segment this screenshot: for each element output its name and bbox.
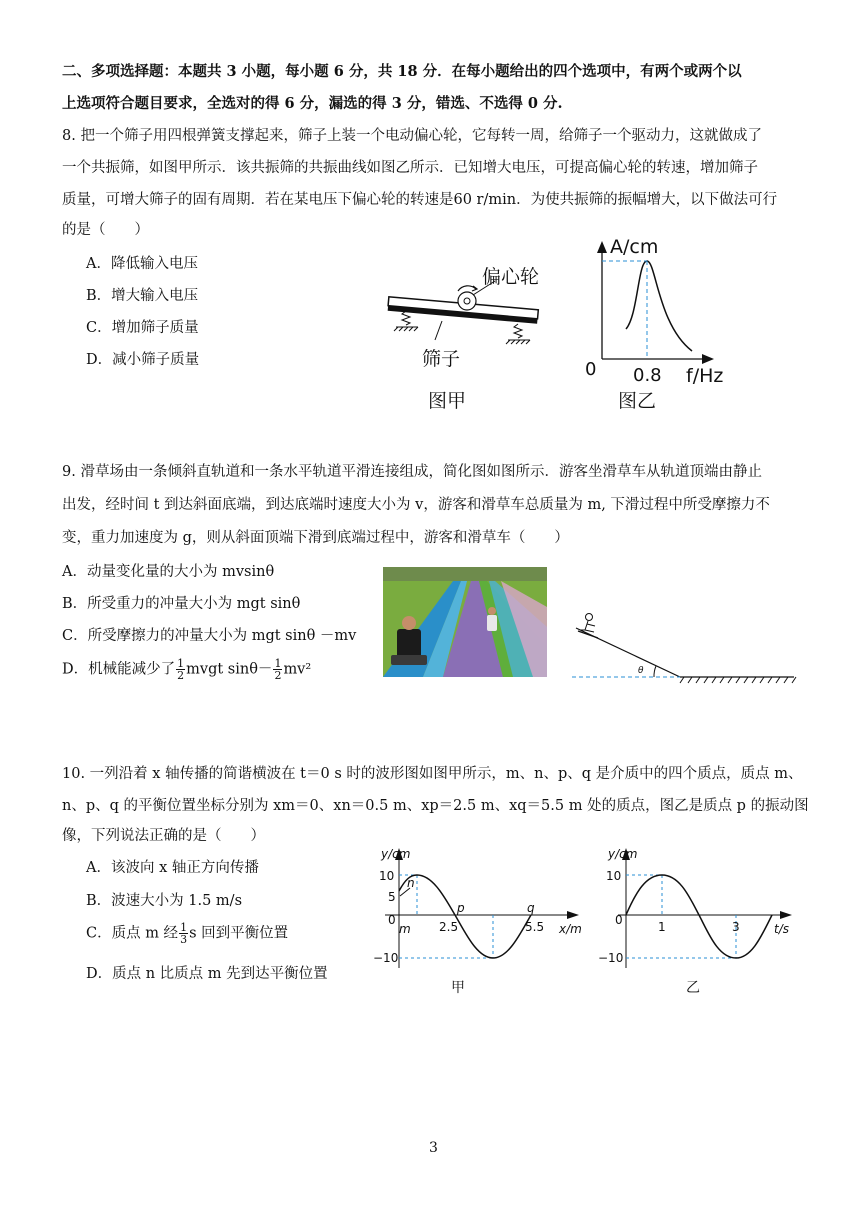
vib-yi-origin: 0 xyxy=(615,913,623,927)
fig-jia-caption: 图甲 xyxy=(428,390,467,412)
q9-option-d-fraction1: $\frac{1}{2}$ xyxy=(177,657,185,682)
q10-stem-line3: 像，下列说法正确的是（ ） xyxy=(62,828,265,844)
spring-left-icon xyxy=(394,311,418,331)
vib-yi-xtick-3: 3 xyxy=(732,920,740,934)
q10-option-c-prefix: C．质点 m 经 xyxy=(86,925,179,942)
q10-option-d[interactable]: D．质点 n 比质点 m 先到达平衡位置 xyxy=(86,966,328,982)
resonance-peak-tick: 0.8 xyxy=(633,365,662,386)
wave-jia-origin: 0 xyxy=(388,913,396,927)
spring-right-icon xyxy=(506,324,530,344)
q9-stem-line3: 变，重力加速度为 g，则从斜面顶端下滑到底端过程中，游客和滑草车（ ） xyxy=(62,530,569,546)
q9-option-d-mid: mvgt sinθ－ xyxy=(186,661,273,678)
vib-yi-ytick-neg: −10 xyxy=(598,951,624,965)
q9-stem-line2: 出发，经时间 t 到达斜面底端，到达底端时速度大小为 v，游客和滑草车总质量为 m, 下滑过程中所受摩擦力不 xyxy=(62,497,770,513)
sieve-label: 筛子 xyxy=(422,348,461,370)
resonance-xlabel: f/Hz xyxy=(686,365,724,387)
slope-angle-label: θ xyxy=(638,666,644,676)
section-header-line1: 二、多项选择题：本题共 3 小题，每小题 6 分，共 18 分．在每小题给出的四个选项中，有两个或两个以 xyxy=(62,63,742,80)
q8-option-c[interactable]: C．增加筛子质量 xyxy=(86,320,199,336)
page-number: 3 xyxy=(429,1140,438,1156)
q8-stem-line2: 一个共振筛，如图甲所示．该共振筛的共振曲线如图乙所示．已知增大电压，可提高偏心轮的转速，增加筛子 xyxy=(62,160,758,176)
section-header-line2: 上选项符合题目要求，全选对的得 6 分，漏选的得 3 分，错选、不选得 0 分. xyxy=(62,95,563,112)
fig-yi-caption: 图乙 xyxy=(618,390,657,412)
q9-option-d[interactable] xyxy=(62,658,311,686)
grass-slide-photo xyxy=(383,567,547,677)
wave-jia-ytick-pos: 10 xyxy=(379,869,395,883)
q10-option-c-fraction: $\frac{1}{3}$ xyxy=(180,921,188,946)
q8-option-a[interactable]: A．降低输入电压 xyxy=(86,256,198,272)
q9-stem-line1: 9. 滑草场由一条倾斜直轨道和一条水平轨道平滑连接组成，简化图如图所示．游客坐滑草车从轨道顶端由静止 xyxy=(62,464,762,480)
q10-option-c-suffix: s 回到平衡位置 xyxy=(189,925,289,942)
wave-jia-xtick-p: 2.5 xyxy=(439,920,459,934)
q9-option-d-fraction2: $\frac{1}{2}$ xyxy=(274,657,282,682)
q10-option-c[interactable] xyxy=(86,922,288,950)
resonance-ylabel: A/cm xyxy=(610,236,659,258)
q8-option-d[interactable]: D．减小筛子质量 xyxy=(86,352,200,368)
vib-yi-caption: 乙 xyxy=(686,980,700,996)
q9-option-c[interactable]: C．所受摩擦力的冲量大小为 mgt sinθ －mv xyxy=(62,628,357,644)
q8-stem-line3: 质量，可增大筛子的固有周期．若在某电压下偏心轮的转速是60 r/min．为使共振筛的振幅增大，以下做法可行 xyxy=(62,192,778,208)
vib-yi-ytick-pos: 10 xyxy=(606,869,622,883)
q9-option-d-prefix: D．机械能减少了 xyxy=(62,661,176,678)
wave-jia-label-m: m xyxy=(399,922,411,936)
resonance-curve-figure xyxy=(580,235,750,415)
slope-diagram xyxy=(568,610,800,685)
q10-option-b[interactable]: B．波速大小为 1.5 m/s xyxy=(86,893,243,909)
wave-jia-xlabel: x/m xyxy=(559,922,582,936)
vibration-graph-yi xyxy=(590,840,800,1000)
wave-jia-xtick-q: 5.5 xyxy=(525,920,545,934)
q9-option-a[interactable]: A．动量变化量的大小为 mvsinθ xyxy=(62,564,275,580)
wheel-label: 偏心轮 xyxy=(482,266,540,288)
wave-jia-ytick-five: 5 xyxy=(388,890,396,904)
sieve-figure xyxy=(380,255,560,415)
wave-jia-label-p: p xyxy=(457,901,465,915)
wave-graph-jia xyxy=(355,840,595,1000)
q10-stem-line2: n、p、q 的平衡位置坐标分别为 xm＝0、xn＝0.5 m、xp＝2.5 m、xq＝5.5 m 处的质点，图乙是质点 p 的振动图 xyxy=(62,798,809,814)
q10-option-a[interactable]: A．该波向 x 轴正方向传播 xyxy=(86,860,259,876)
q8-stem-line4: 的是（ ） xyxy=(62,222,149,238)
q8-stem-line1: 8. 把一个筛子用四根弹簧支撑起来，筛子上装一个电动偏心轮，它每转一周，给筛子一个驱动力，这就做成了 xyxy=(62,128,762,144)
sled-rider-icon xyxy=(578,614,598,639)
wave-jia-ytick-neg: −10 xyxy=(373,951,399,965)
q9-option-d-suffix: mv² xyxy=(283,661,312,678)
vib-yi-ylabel: y/cm xyxy=(608,847,638,861)
q8-option-b[interactable]: B．增大输入电压 xyxy=(86,288,199,304)
q10-stem-line1: 10. 一列沿着 x 轴传播的简谐横波在 t＝0 s 时的波形图如图甲所示，m、n、p、q 是介质中的四个质点，质点 m、 xyxy=(62,766,803,782)
vib-yi-xtick-1: 1 xyxy=(658,920,666,934)
vib-yi-xlabel: t/s xyxy=(774,922,789,936)
wave-jia-ylabel: y/cm xyxy=(381,847,411,861)
wave-jia-label-q: q xyxy=(527,901,535,915)
q9-option-b[interactable]: B．所受重力的冲量大小为 mgt sinθ xyxy=(62,596,301,612)
wave-jia-caption: 甲 xyxy=(451,980,465,996)
wave-jia-label-n: n xyxy=(407,876,415,890)
resonance-origin: 0 xyxy=(585,359,597,380)
